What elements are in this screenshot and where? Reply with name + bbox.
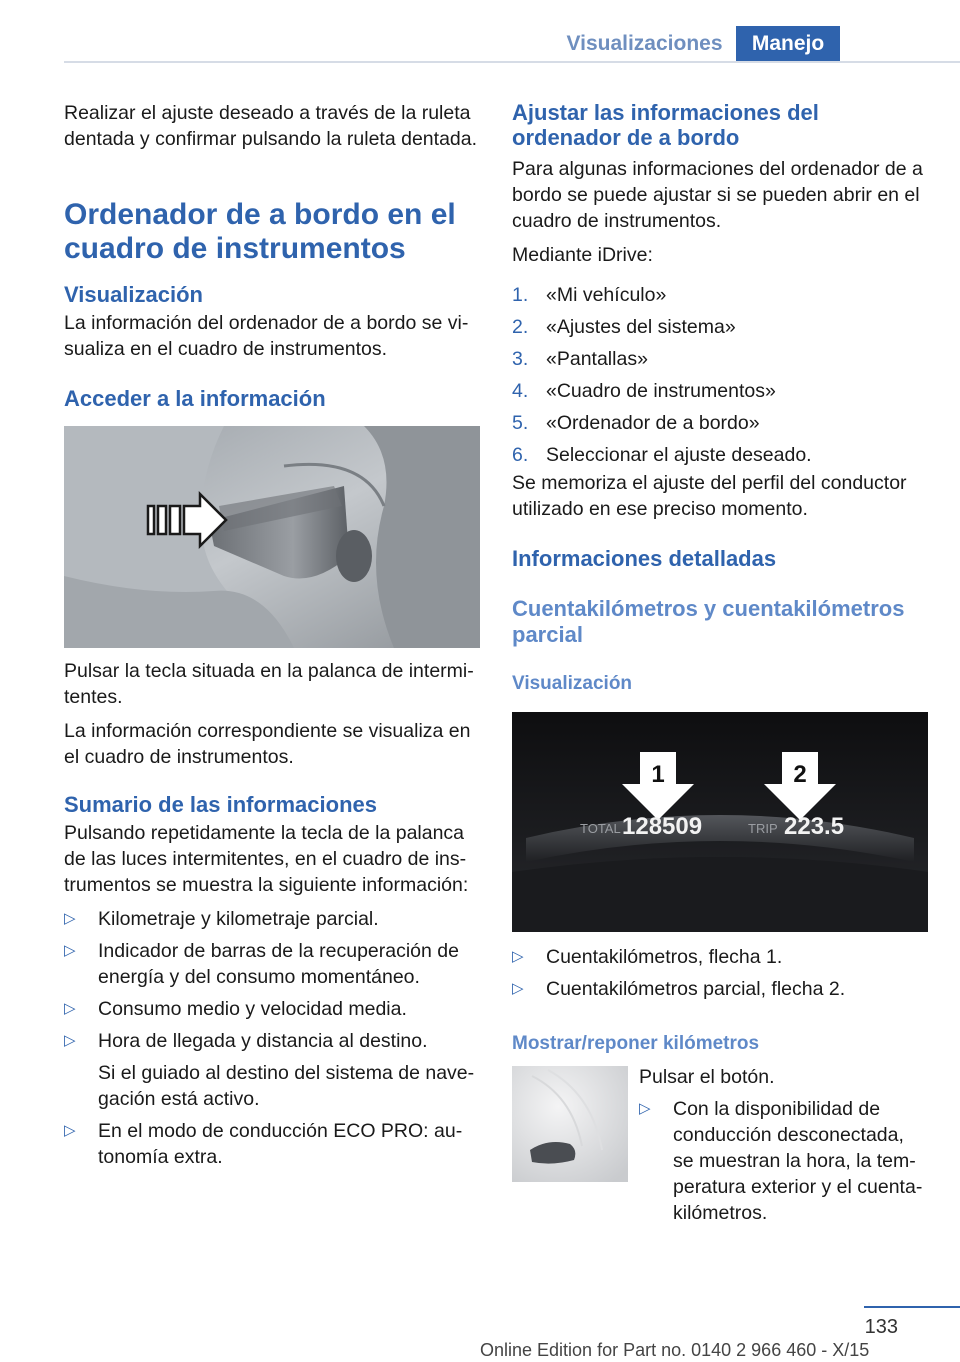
mostrar-heading: Mostrar/reponer kilómetros [512,1033,760,1054]
page-number: 133 [864,1316,898,1338]
triangle-right-icon: ▷ [639,1100,651,1117]
arrow-1-label: 1 [651,761,665,788]
list-item: 4. «Cuadro de instrumentos» [512,380,776,402]
mostrar-list [639,1096,928,1226]
footer-rule [864,1306,960,1308]
tab-manejo[interactable]: Manejo [736,26,840,62]
total-label: TOTAL [580,821,621,836]
list-item: 3. «Pantallas» [512,348,648,370]
ajustar-heading: Ajustar las informaciones del ordenador de a bordo [512,100,819,150]
summary-list [64,906,480,1170]
triangle-right-icon: ▷ [512,948,524,965]
ajustar-text: Para algunas informaciones del ordenador de a bordo se puede ajustar si se pueden abrir en el cuadro de instrumentos. [512,158,923,232]
left-column [64,100,480,1178]
triangle-right-icon: ▷ [64,942,76,959]
mostrar-text: Pulsar el botón. [639,1066,775,1088]
odometer-button-photo [512,1066,628,1182]
visualizacion-text: La información del ordenador de a bordo se visualiza en el cuadro de instrumentos. [64,312,469,360]
sumario-text: Pulsando repetidamente la tecla de la palanca de las luces intermitentes, en el cuadro de instrumentos se muestra la siguiente información: [64,822,469,896]
list-item-note: Si el guiado al destino del sistema de navegación está activo. [98,1062,475,1110]
acceder-text-2: La información correspondiente se visualiza en el cuadro de instrumentos. [64,720,471,768]
triangle-right-icon: ▷ [64,1122,76,1139]
odometer-display [512,712,928,932]
list-item: ▷ En el modo de conducción ECO PRO: autonomía extra. [64,1120,463,1168]
memo-text: Se memoriza el ajuste del perfil del conductor utilizado en ese preciso momento. [512,472,907,520]
list-item: ▷ Consumo medio y velocidad media. [64,998,407,1020]
acceder-text-1: Pulsar la tecla situada en la palanca de intermitentes. [64,660,474,708]
header-rule [64,61,960,63]
lever-photo [64,426,480,648]
odo-visualizacion-heading: Visualización [512,673,633,694]
list-item: 1. «Mi vehículo» [512,284,667,306]
list-item: ▷ Con la disponibilidad de conducción desconectada, se muestran la hora, la temperatura exterior y el cuentakilómetros. [639,1098,923,1224]
trip-value: 223.5 [784,813,845,840]
list-item: ▷ Cuentakilómetros, flecha 1. [512,946,783,968]
triangle-right-icon: ▷ [64,910,76,927]
arrow-2-label: 2 [793,761,807,788]
acceder-heading: Acceder a la información [64,386,326,411]
right-column [512,100,928,1234]
odometer-list [512,944,928,1002]
list-item: 2. «Ajustes del sistema» [512,316,736,338]
list-item: ▷ Cuentakilómetros parcial, flecha 2. [512,978,846,1000]
list-item: ▷ Kilometraje y kilometraje parcial. [64,908,379,930]
triangle-right-icon: ▷ [64,1000,76,1017]
edition-footer: Online Edition for Part no. 0140 2 966 460 - X/15 [480,1340,870,1360]
idrive-label: Mediante iDrive: [512,244,653,266]
list-item: ▷ Indicador de barras de la recuperación de energía y del consumo momentáneo. [64,940,459,988]
intro-paragraph: Realizar el ajuste deseado a través de la ruleta dentada y confirmar pulsando la ruleta dentada. [64,102,478,150]
cuentakilometros-heading: Cuentakilómetros y cuentakilómetros parcial [512,596,905,647]
visualizacion-heading: Visualización [64,282,203,307]
detalladas-heading: Informaciones detalladas [512,546,777,571]
list-item: 5. «Ordenador de a bordo» [512,412,760,434]
total-value: 128509 [622,813,703,840]
trip-label: TRIP [748,821,778,836]
mostrar-block [512,1064,928,1234]
section-title: Ordenador de a bordo en el cuadro de instrumentos [64,198,456,265]
triangle-right-icon: ▷ [512,980,524,997]
tab-visualizaciones[interactable]: Visualizaciones [566,32,723,55]
idrive-steps [512,282,928,468]
sumario-heading: Sumario de las informaciones [64,792,377,817]
list-item: ▷ Hora de llegada y distancia al destino. Si el guiado al destino del sistema de navegación está activo. [64,1028,480,1112]
list-item: 6. Seleccionar el ajuste deseado. [512,444,812,466]
triangle-right-icon: ▷ [64,1032,76,1049]
